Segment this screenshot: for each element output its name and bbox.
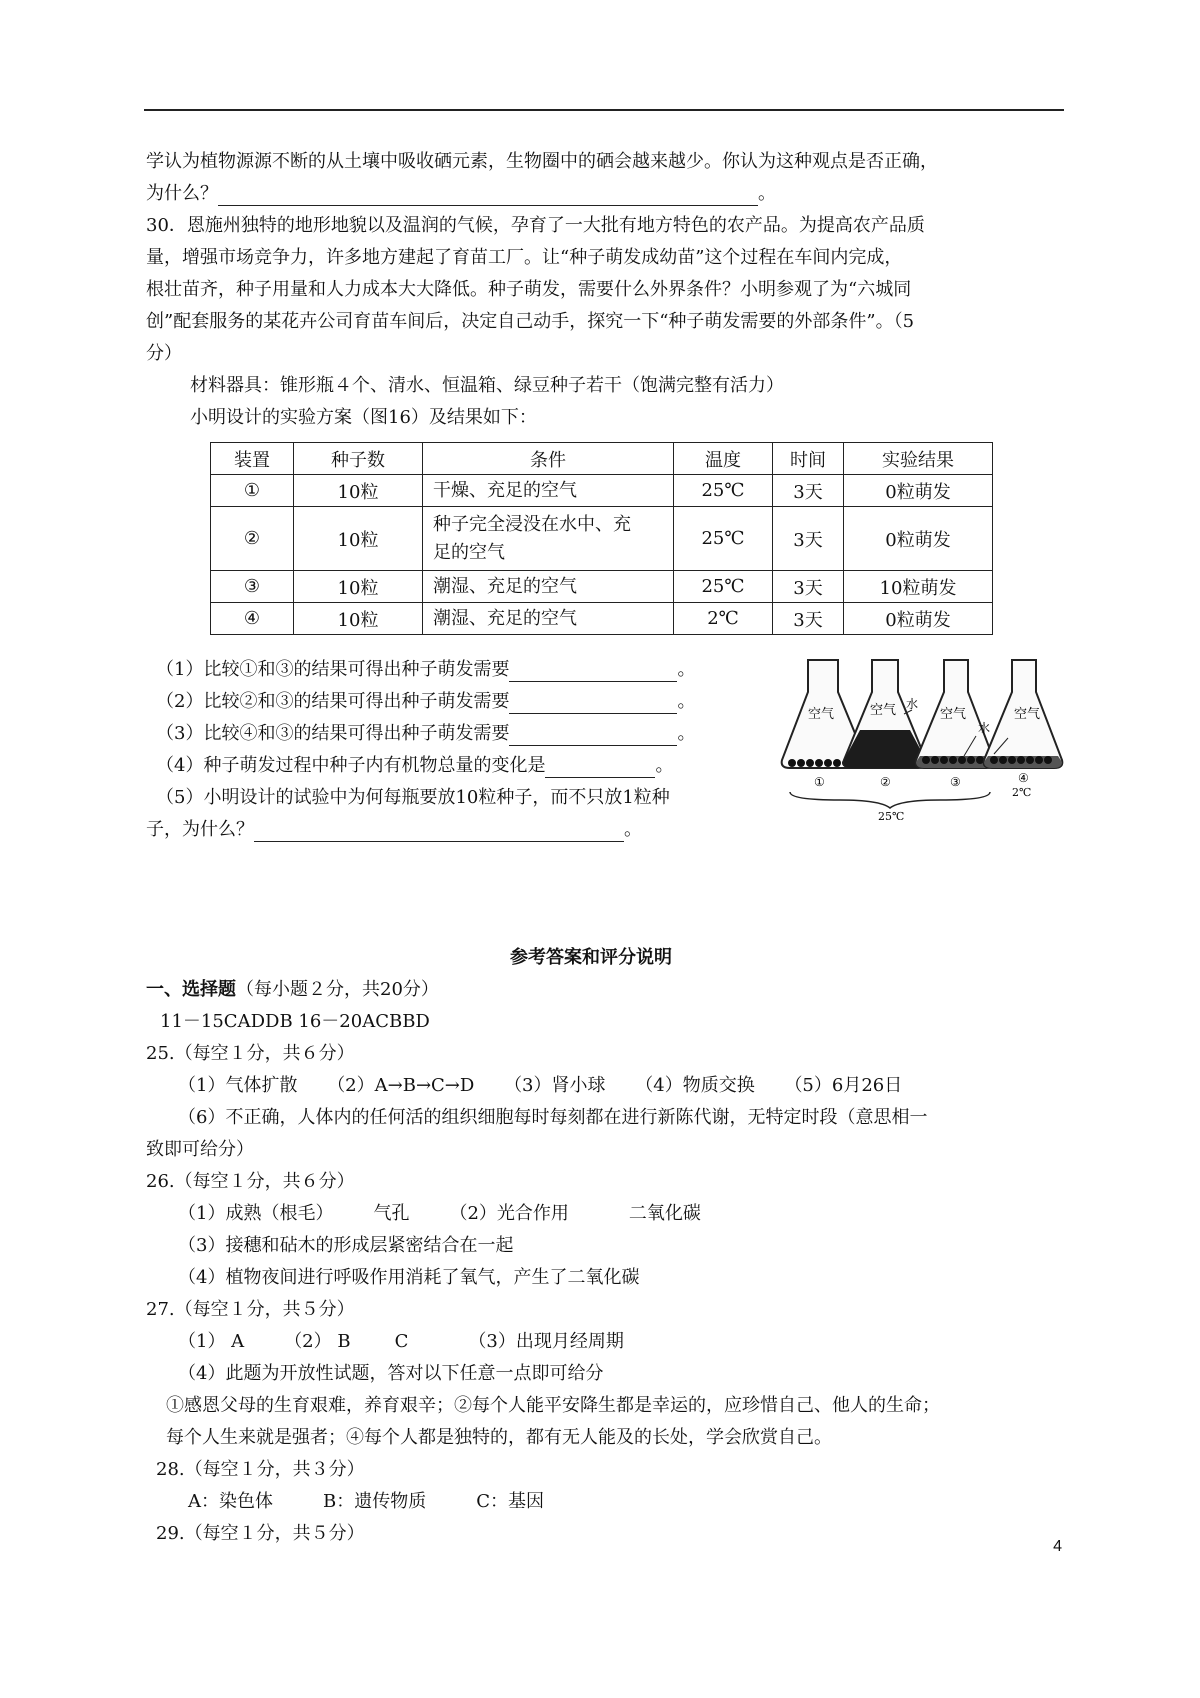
flask-3 bbox=[916, 660, 995, 789]
q26-4: （4）植物夜间进行呼吸作用消耗了氧气，产生了二氧化碳 bbox=[178, 1267, 640, 1288]
air-label: 空气 bbox=[1014, 707, 1041, 722]
svg-text:④: ④ bbox=[1018, 771, 1029, 785]
flask-2 bbox=[844, 660, 927, 789]
q30-text-line: 30．恩施州独特的地形地貌以及温润的气候，孕育了一大批有地方特色的农产品。为提高农产品质 bbox=[146, 215, 925, 236]
subquestion-4: （4）种子萌发过程中种子内有机物总量的变化是 。 bbox=[156, 755, 674, 776]
flask-figure bbox=[780, 652, 1070, 820]
q27-4a: ①感恩父母的生育艰难，养育艰辛；②每个人能平安降生都是幸运的，应珍惜自己、他人的生命； bbox=[166, 1395, 940, 1416]
answer-blank[interactable] bbox=[509, 693, 677, 714]
experiment-table bbox=[210, 442, 993, 635]
q30-text-line: 量，增强市场竞争力，许多地方建起了育苗工厂。让“种子萌发成幼苗”这个过程在车间内完成， bbox=[146, 247, 903, 268]
q28-heading: 28.（每空１分，共３分） bbox=[156, 1459, 365, 1480]
answer-blank[interactable] bbox=[509, 661, 677, 682]
svg-text:②: ② bbox=[880, 775, 891, 789]
answer-blank[interactable] bbox=[254, 821, 624, 842]
water-label: 水 bbox=[978, 721, 991, 735]
materials-text: 材料器具：锥形瓶４个、清水、恒温箱、绿豆种子若干（饱满完整有活力） bbox=[190, 375, 784, 396]
table-header-cell: 条件 bbox=[423, 443, 674, 475]
table-header-cell: 实验结果 bbox=[844, 443, 993, 475]
q29-continuation-line: 学认为植物源源不断的从土壤中吸收硒元素，生物圈中的硒会越来越少。你认为这种观点是否正确， bbox=[146, 151, 938, 172]
table-header-cell: 时间 bbox=[773, 443, 844, 475]
flask-1 bbox=[782, 660, 867, 789]
subquestion-3: （3）比较④和③的结果可得出种子萌发需要 。 bbox=[156, 723, 696, 744]
temp-25-label: 25℃ bbox=[878, 810, 905, 820]
q30-text-line: 创”配套服务的某花卉公司育苗车间后，决定自己动手，探究一下“种子萌发需要的外部条件”。（5 bbox=[146, 311, 915, 332]
table-header-cell: 装置 bbox=[211, 443, 294, 475]
header-rule bbox=[144, 109, 1064, 111]
q29-continuation-line2: 为什么？ 。 bbox=[146, 183, 776, 204]
air-label: 空气 bbox=[940, 707, 967, 722]
q27-4b: 每个人生来就是强者；④每个人都是独特的，都有无人能及的长处，学会欣赏自己。 bbox=[166, 1427, 832, 1448]
q26-heading: 26.（每空１分，共６分） bbox=[146, 1171, 355, 1192]
table-row: ④ 10粒 潮湿、充足的空气 2℃ 3天 0粒萌发 bbox=[211, 603, 993, 635]
q25-heading: 25.（每空１分，共６分） bbox=[146, 1043, 355, 1064]
answers-title: 参考答案和评分说明 bbox=[510, 947, 672, 968]
air-label: 空气 bbox=[808, 707, 835, 722]
temp-2-label: 2℃ bbox=[1012, 786, 1032, 799]
design-text: 小明设计的实验方案（图16）及结果如下： bbox=[190, 407, 537, 428]
section-1-heading: 一、选择题（每小题２分，共20分） bbox=[146, 979, 439, 1000]
subquestion-5: （5）小明设计的试验中为何每瓶要放10粒种子，而不只放1粒种 bbox=[156, 787, 670, 808]
table-header-row bbox=[211, 443, 993, 475]
q28-answers: A：染色体 B：遗传物质 C：基因 bbox=[188, 1491, 545, 1512]
table-row: ① 10粒 干燥、充足的空气 25℃ 3天 0粒萌发 bbox=[211, 475, 993, 507]
answer-blank[interactable] bbox=[545, 757, 655, 778]
mc-answers: 11－15CADDB 16－20ACBBD bbox=[160, 1011, 430, 1032]
subquestion-1: （1）比较①和③的结果可得出种子萌发需要 。 bbox=[156, 659, 696, 680]
table-header-cell: 种子数 bbox=[294, 443, 423, 475]
q26-answers: （1）成熟（根毛） 气孔 （2）光合作用 二氧化碳 bbox=[178, 1203, 701, 1224]
air-label: 空气 bbox=[870, 703, 897, 718]
q30-text-line: 根壮苗齐，种子用量和人力成本大大降低。种子萌发，需要什么外界条件？小明参观了为“六城同 bbox=[146, 279, 912, 300]
q25-6: （6）不正确，人体内的任何活的组织细胞每时每刻都在进行新陈代谢，无特定时段（意思相一 bbox=[178, 1107, 928, 1128]
water-label: 水 bbox=[906, 697, 919, 711]
q25-6-cont: 致即可给分） bbox=[146, 1139, 254, 1160]
q27-heading: 27.（每空１分，共５分） bbox=[146, 1299, 355, 1320]
brace bbox=[790, 792, 990, 808]
svg-text:①: ① bbox=[814, 775, 825, 789]
subquestion-5-cont: 子，为什么？ 。 bbox=[146, 819, 642, 840]
svg-text:③: ③ bbox=[950, 775, 961, 789]
answer-blank[interactable] bbox=[509, 725, 677, 746]
q27-answers: （1） A （2） B C （3）出现月经周期 bbox=[178, 1331, 624, 1352]
table-header-cell: 温度 bbox=[674, 443, 773, 475]
page-number: 4 bbox=[1053, 1538, 1062, 1555]
q29-heading: 29.（每空１分，共５分） bbox=[156, 1523, 365, 1544]
subquestion-2: （2）比较②和③的结果可得出种子萌发需要 。 bbox=[156, 691, 696, 712]
q27-4: （4）此题为开放性试题，答对以下任意一点即可给分 bbox=[178, 1363, 604, 1384]
q30-text-line: 分） bbox=[146, 343, 182, 364]
answer-blank[interactable] bbox=[218, 185, 758, 206]
table-row: ② 10粒 种子完全浸没在水中、充 足的空气 25℃ 3天 0粒萌发 bbox=[211, 507, 993, 571]
q26-3: （3）接穗和砧木的形成层紧密结合在一起 bbox=[178, 1235, 514, 1256]
flask-4 bbox=[984, 660, 1063, 799]
q25-answers: （1）气体扩散 （2）A→B→C→D （3）肾小球 （4）物质交换 （5）6月26日 bbox=[178, 1075, 903, 1096]
table-row: ③ 10粒 潮湿、充足的空气 25℃ 3天 10粒萌发 bbox=[211, 571, 993, 603]
